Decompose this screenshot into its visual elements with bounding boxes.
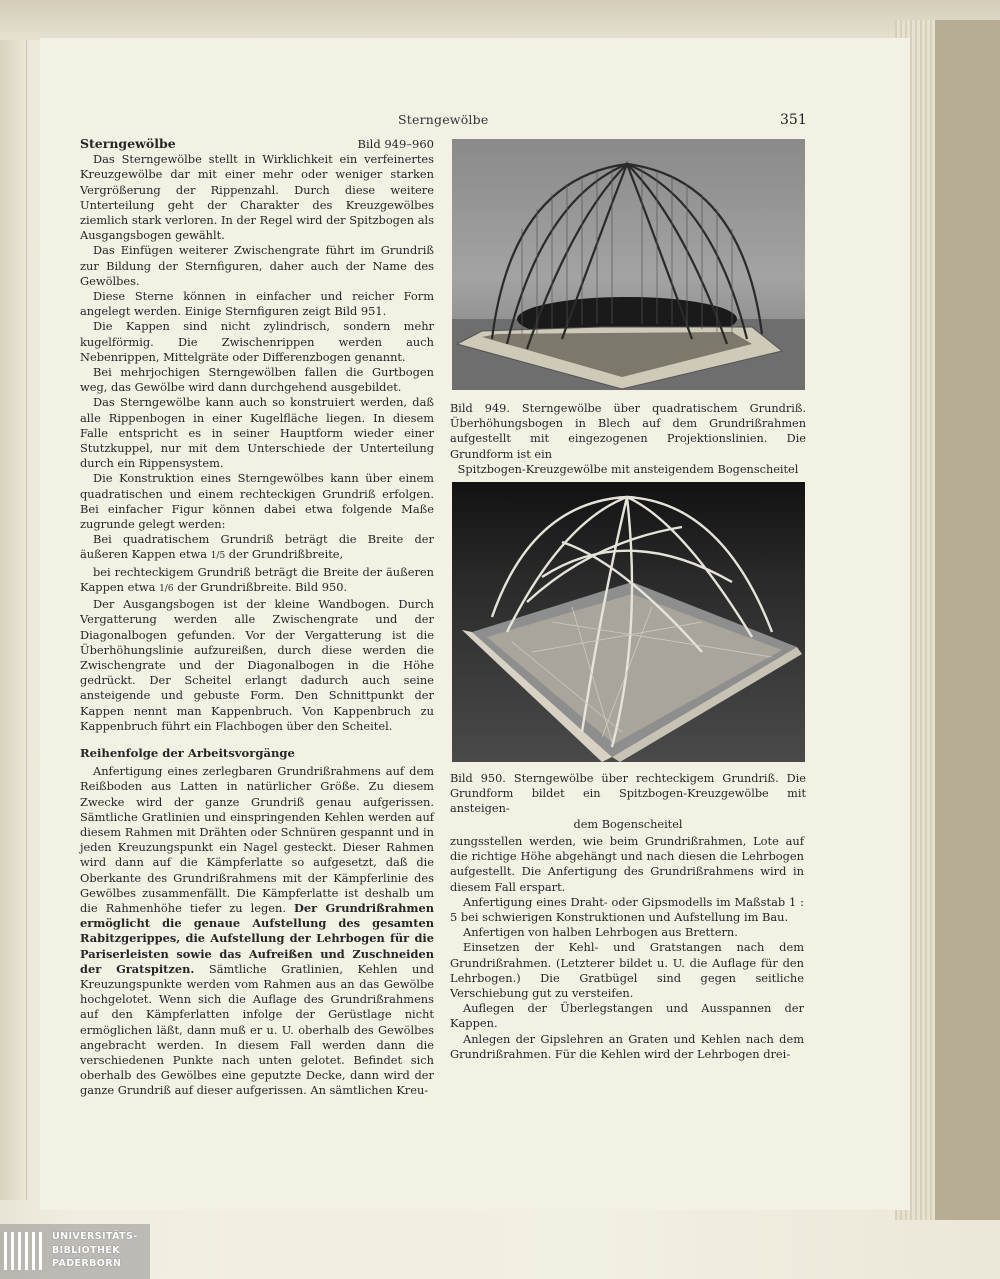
paragraph bbox=[80, 565, 434, 597]
paragraph: Anlegen der Gipslehren an Graten und Kehlen nach dem Grundrißrahmen. Für die Kehlen wird der Lehrbogen drei- bbox=[450, 1031, 804, 1061]
left-page-edge bbox=[0, 40, 27, 1200]
text-run: Bei quadratischem Grundriß beträgt die Breite der äußeren Kappen etwa bbox=[80, 532, 434, 562]
logo-line: PADERBORN bbox=[52, 1258, 122, 1270]
figure-950-caption bbox=[450, 771, 806, 832]
section-heading bbox=[80, 136, 434, 152]
paragraph: Einsetzen der Kehl- und Gratstangen nach dem Grundrißrahmen. (Letzterer bildet u. U. die Auflage für den Lehrbogen.) Die Gratbügel sind gegen seitliche Verschiebung gut zu versteifen. bbox=[450, 940, 804, 1001]
text-run: Sämtliche Gratlinien, Kehlen und Kreuzungspunkte werden vom Rahmen aus an das Gewölbe hochgelotet. Wenn sich die Auflage des Grundrißrahmens auf den Kämpferlatten infolge der Gerüstlage nicht ermöglichen läßt, dann muß er u. U. oberhalb des Gewölbes angebracht werden. In diesem Fall werden dann die verschiedenen Punkte nach unten gelotet. Befindet sich oberhalb des Gewölbes eine geputzte Decke, dann wird der ganze Grundriß auf dieser aufgerissen. An sämtlichen Kreu- bbox=[80, 961, 434, 1098]
library-name bbox=[52, 1230, 138, 1271]
paragraph: Das Sterngewölbe kann auch so konstruiert werden, daß alle Rippenbogen in einer Kugelfläche liegen. In diesem Falle entspricht es in seiner Hauptform wieder einer Stutzkuppel, nur mit dem Unterschiede der Unterteilung durch ein Rippensystem. bbox=[80, 395, 434, 471]
caption-text: Bild 950. Sterngewölbe über rechteckigem Grundriß. Die Grundform bildet ein Spitzbogen-Kreuzgewölbe mit ansteigen- bbox=[450, 772, 806, 816]
fraction: 1/6 bbox=[159, 583, 174, 594]
paragraph: Diese Sterne können in einfacher und reicher Form angelegt werden. Einige Sternfiguren zeigt Bild 951. bbox=[80, 289, 434, 319]
left-text-column bbox=[80, 136, 434, 1099]
running-head: Sterngewölbe bbox=[398, 112, 489, 127]
bold-text: Der Grundrißrahmen ermöglicht die genaue Aufstellung des gesamten Rabitzgerippes, die Aufstellung der Lehrbogen für die Pariserleisten sowie das Aufreißen und Zuschneiden der Gratspitzen. bbox=[80, 900, 434, 976]
paragraph: Bei mehrjochigen Sterngewölben fallen die Gurtbogen weg, das Gewölbe wird dann durchgehend ausgebildet. bbox=[80, 365, 434, 395]
paragraph: Auflegen der Überlegstangen und Ausspannen der Kappen. bbox=[450, 1001, 804, 1031]
text-run: der Grundrißbreite. Bild 950. bbox=[177, 579, 348, 594]
figure-949-photo bbox=[452, 139, 805, 390]
text-run: bei rechteckigem Grundriß beträgt die Breite der äußeren Kappen etwa bbox=[80, 564, 434, 594]
paragraph: Der Ausgangsbogen ist der kleine Wandbogen. Durch Vergatterung werden alle Zwischengrate und der Diagonalbogen gefunden. Vor der Vergatterung ist die Überhöhungslinie aufzureißen, durch diese werden die Zwischengrate und der Diagonalbogen in die Höhe gedrückt. Der Scheitel erlangt dadurch auch seine ansteigende und gebuste Form. Den Schnittpunkt der Kappen nennt man Kappenbruch. Von Kappenbruch zu Kappenbruch führt ein Flachbogen über den Scheitel. bbox=[80, 597, 434, 733]
right-text-column bbox=[450, 834, 804, 1062]
paragraph: Die Konstruktion eines Sterngewölbes kann über einem quadratischen und einem rechteckigen Grundriß erfolgen. Bei einfacher Figur können dabei etwa folgende Maße zugrunde gelegt werden: bbox=[80, 471, 434, 532]
subheading: Reihenfolge der Arbeitsvorgänge bbox=[80, 745, 295, 760]
figure-reference: Bild 949–960 bbox=[357, 137, 434, 151]
paragraph bbox=[80, 764, 434, 1098]
figure-950-photo bbox=[452, 482, 805, 762]
library-barcode-icon bbox=[4, 1230, 44, 1272]
caption-last-line: dem Bogenscheitel bbox=[573, 817, 683, 831]
figure-949-caption bbox=[450, 401, 806, 477]
book-top-edge bbox=[0, 0, 1000, 40]
paragraph: zungsstellen werden, wie beim Grundrißrahmen, Lote auf die richtige Höhe abgehängt und nach diesen die Lehrbogen aufgestellt. Die Anfertigung des Grundrißrahmens wird in diesem Fall erspart. bbox=[450, 834, 804, 894]
vault-model-rectangular-icon bbox=[452, 482, 805, 762]
library-logo bbox=[0, 1224, 200, 1279]
book-cover-edge bbox=[935, 20, 1000, 1220]
paragraph: Anfertigen von halben Lehrbogen aus Brettern. bbox=[463, 925, 738, 940]
vault-model-square-icon bbox=[452, 139, 805, 390]
paragraph: Anfertigung eines Draht- oder Gipsmodells im Maßstab 1 : 5 bei schwierigen Konstruktionen und Aufstellung im Bau. bbox=[450, 894, 804, 925]
paragraph: Die Kappen sind nicht zylindrisch, sondern mehr kugelförmig. Die Zwischenrippen werden auch Nebenrippen, Mittelgräte oder Differenzbogen genannt. bbox=[80, 319, 434, 364]
section-title: Sterngewölbe bbox=[80, 136, 176, 151]
logo-line: UNIVERSITÄTS- bbox=[52, 1231, 138, 1242]
paragraph: Das Sterngewölbe stellt in Wirklichkeit ein verfeinertes Kreuzgewölbe dar mit einer mehr oder weniger starken Vergrößerung der Rippenzahl. Durch diese weitere Unterteilung geht der Charakter des Kreuzgewölbes ziemlich stark verloren. In der Regel wird der Spitzbogen als Ausgangsbogen gewählt. bbox=[80, 152, 434, 243]
paragraph bbox=[80, 532, 434, 564]
page-number: 351 bbox=[780, 112, 807, 128]
caption-last-line: Spitzbogen-Kreuzgewölbe mit ansteigendem Bogenscheitel bbox=[457, 462, 799, 476]
fraction: 1/5 bbox=[210, 551, 226, 562]
caption-text: Bild 949. Sterngewölbe über quadratischem Grundriß. Überhöhungsbogen in Blech auf dem Grundrißrahmen aufgestellt mit eingezogenen Projektionslinien. Die Grundform ist ein bbox=[450, 402, 806, 461]
text-run: der Grundrißbreite, bbox=[228, 547, 344, 562]
logo-line: BIBLIOTHEK bbox=[52, 1244, 120, 1256]
text-run: Anfertigung eines zerlegbaren Grundrißrahmens auf dem Reißboden aus Latten in natürlicher Größe. Zu diesem Zwecke wird der ganze Grundriß genau aufgerissen. Sämtliche Gratlinien und einspringenden Kehlen werden auf diesem Rahmen mit Drähten oder Schnüren gespannt und in jeden Kreuzungspunkt ein Nagel gesteckt. Dieser Rahmen wird dann auf die Kämpferlatte so aufgesetzt, daß die Oberkante des Grundrißrahmens mit der Kämpferlinie des Gewölbes zusammenfällt. Die Kämpferlatte ist deshalb um die Rahmenhöhe tiefer zu legen. bbox=[80, 764, 434, 915]
paragraph: Das Einfügen weiterer Zwischengrate führt im Grundriß zur Bildung der Sternfiguren, daher auch der Name des Gewölbes. bbox=[80, 243, 434, 288]
